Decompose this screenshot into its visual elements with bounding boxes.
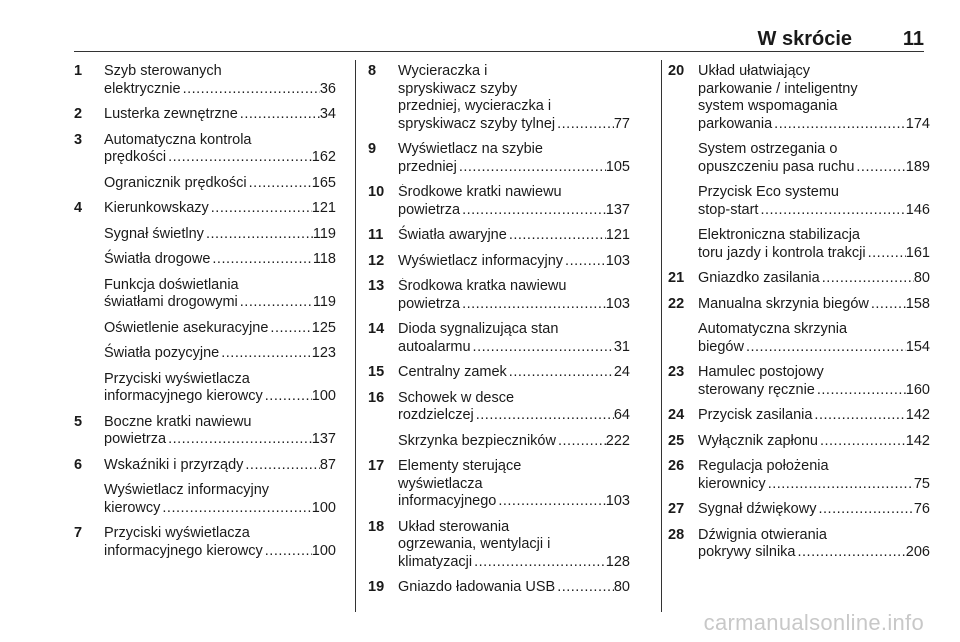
entry-text: informacyjnego kierowcy [104,542,263,559]
page-reference[interactable]: 142 [905,432,930,449]
entry-text: Wyświetlacz na szybie [398,141,543,157]
entry-text: parkowania [698,115,773,132]
entry-text: system wspomagania [698,98,838,114]
entry-text: Wyłącznik zapłonu [698,432,818,449]
watermark: carmanualsonline.info [703,610,924,635]
page-reference[interactable]: 80 [613,579,630,595]
page-reference[interactable]: 103 [605,252,630,269]
entry-text: elektrycznie [104,80,181,97]
entry-text: Dioda sygnalizująca stan [398,321,559,337]
entry-text: Przycisk Eco systemu [698,184,839,200]
index-column-3 [668,63,930,570]
item-number: 24 [668,407,685,423]
entry-text: Sygnał dźwiękowy [698,501,817,517]
item-number [74,251,104,269]
dot-leader [219,345,312,363]
index-entry[interactable] [74,277,336,312]
dot-leader [744,339,906,357]
item-number [668,141,698,176]
index-entry[interactable] [74,371,336,406]
entry-text: spryskiwacz szyby tylnej [398,115,556,132]
item-number [74,277,104,312]
index-entry[interactable] [368,390,630,425]
item-number [668,184,698,219]
page-reference[interactable]: 119 [312,294,336,310]
page-reference[interactable]: 105 [605,158,630,175]
index-entry[interactable] [368,364,630,382]
dot-leader [507,364,614,382]
entry-text: Schowek w desce [398,389,515,406]
entry-text: Wycieraczka i [398,63,488,79]
item-number: 4 [74,200,83,216]
dot-leader [758,202,905,220]
entry-text: prędkości [104,149,167,165]
page-reference[interactable]: 123 [311,345,336,361]
entry-text: spryskiwacz szyby [398,80,518,97]
item-number: 6 [74,456,83,473]
index-entry[interactable] [668,321,930,356]
item-number [74,371,104,406]
dot-leader [474,407,614,425]
index-entry[interactable] [368,519,630,572]
index-entry[interactable] [368,63,630,133]
dot-leader [816,501,913,519]
dot-leader [815,382,906,400]
item-number: 13 [368,278,385,294]
index-entry[interactable] [74,345,336,363]
entry-text: przedniej, wycieraczka i [398,98,552,114]
index-entry[interactable] [668,227,930,262]
index-entry[interactable] [368,458,630,511]
index-entry[interactable] [74,63,336,98]
index-entry[interactable] [368,321,630,356]
item-number [368,433,398,451]
entry-text: powietrza [398,201,461,218]
page-reference[interactable]: 121 [311,200,336,216]
item-number: 10 [368,184,385,200]
page-reference[interactable]: 119 [312,225,336,242]
entry-text: Funkcja doświetlania [104,276,239,293]
dot-leader [796,544,906,562]
entry-text: Sygnał świetlny [104,225,204,242]
item-number: 5 [74,413,83,430]
page-reference[interactable]: 77 [613,115,630,132]
index-entry[interactable] [368,253,630,271]
entry-text: Przyciski wyświetlacza [104,525,250,541]
page-reference[interactable]: 103 [605,295,630,312]
item-number: 22 [668,295,685,312]
entry-text: Wskaźniki i przyrządy [104,456,244,473]
item-number: 19 [368,579,385,595]
index-entry[interactable] [74,175,336,193]
item-number: 7 [74,525,83,541]
item-number: 27 [668,501,685,517]
index-entry[interactable] [668,527,930,562]
page-reference[interactable]: 87 [319,456,336,473]
entry-text: informacyjnego [398,493,497,509]
item-number: 15 [368,364,385,380]
page-reference[interactable]: 165 [311,174,336,191]
item-number: 20 [668,63,685,79]
page-reference[interactable]: 146 [905,201,930,218]
index-entry[interactable] [368,141,630,176]
page-reference[interactable]: 76 [913,501,930,517]
item-number: 28 [668,526,685,543]
item-number: 17 [368,458,385,474]
entry-text: Kierunkowskazy [104,200,209,216]
page-reference[interactable]: 125 [311,319,336,336]
index-entry[interactable] [668,270,930,288]
entry-text: Środkowa kratka nawiewu [398,278,567,294]
entry-text: Przyciski wyświetlacza [104,370,250,387]
entry-text: Hamulec postojowy [698,364,824,380]
entry-text: wyświetlacza [398,475,483,492]
page-reference[interactable]: 137 [605,201,630,218]
dot-leader [457,159,606,177]
page-reference[interactable]: 162 [311,149,336,165]
entry-text: Ogranicznik prędkości [104,174,247,191]
dot-leader [460,202,606,220]
entry-text: światłami drogowymi [104,294,238,310]
item-number: 16 [368,389,385,406]
index-entry[interactable] [74,200,336,218]
page-reference[interactable]: 222 [605,432,630,449]
page-reference[interactable]: 103 [605,493,630,509]
index-entry[interactable] [74,251,336,269]
entry-text: System ostrzegania o [698,141,838,157]
entry-text: Manualna skrzynia biegów [698,295,869,312]
index-entry[interactable] [668,458,930,493]
item-number: 11 [368,227,384,243]
dot-leader [818,433,906,451]
entry-text: toru jazdy i kontrola trakcji [698,244,866,261]
page-reference[interactable]: 118 [312,251,336,267]
entry-text: Lusterka zewnętrzne [104,106,238,122]
item-number: 18 [368,518,385,535]
entry-text: opuszczeniu pasa ruchu [698,158,855,175]
entry-text: parkowanie / inteligentny [698,80,858,97]
dot-leader [160,500,311,518]
entry-text: Regulacja położenia [698,458,829,474]
entry-text: rozdzielczej [398,407,474,423]
dot-leader [166,149,312,167]
index-entry[interactable] [668,364,930,399]
page-reference[interactable]: 34 [319,106,336,122]
index-entry[interactable] [668,63,930,133]
item-number [74,320,104,338]
item-number: 2 [74,106,83,122]
entry-text: Automatyczna kontrola [104,131,252,148]
dot-leader [496,493,605,511]
dot-leader [181,81,320,99]
index-entry[interactable] [668,501,930,519]
item-number: 12 [368,252,385,269]
index-entry[interactable] [668,141,930,176]
index-entry[interactable] [368,579,630,597]
index-entry[interactable] [368,227,630,245]
item-number: 8 [368,63,377,79]
page-reference[interactable]: 158 [905,295,930,312]
item-number [668,227,698,262]
dot-leader [268,320,311,338]
item-number: 25 [668,432,685,449]
index-entry[interactable] [74,320,336,338]
entry-text: kierowcy [104,499,161,516]
entry-text: Elementy sterujące [398,458,522,474]
item-number [74,482,104,517]
dot-leader [238,294,313,312]
dot-leader [820,270,914,288]
index-entry[interactable] [74,482,336,517]
entry-text: powietrza [398,295,461,312]
entry-text: sterowany ręcznie [698,381,815,398]
dot-leader [243,457,319,475]
dot-leader [556,433,606,451]
dot-leader [772,116,906,134]
page-reference[interactable]: 100 [311,542,336,559]
dot-leader [460,296,606,314]
entry-text: Światła awaryjne [398,227,507,243]
dot-leader [854,159,905,177]
entry-text: pokrywy silnika [698,544,796,560]
entry-text: klimatyzacji [398,553,473,570]
index-entry[interactable] [368,433,630,451]
dot-leader [507,227,606,245]
index-column-2 [368,63,630,605]
header-rule [74,51,924,52]
item-number: 21 [668,270,685,286]
entry-text: Przycisk zasilania [698,407,813,423]
page-reference[interactable]: 121 [605,227,630,243]
index-entry[interactable] [74,457,336,475]
index-column-1 [74,63,336,568]
entry-text: Środkowe kratki nawiewu [398,184,562,200]
page-reference[interactable]: 189 [905,158,930,175]
entry-text: przedniej [398,158,457,175]
dot-leader [166,431,312,449]
entry-text: powietrza [104,431,167,447]
index-entry[interactable] [74,226,336,244]
entry-text: Gniazdko zasilania [698,270,820,286]
entry-text: stop-start [698,201,759,218]
dot-leader [204,226,313,244]
item-number [668,321,698,356]
entry-text: Światła drogowe [104,251,211,267]
dot-leader [238,106,320,124]
item-number: 1 [74,63,83,79]
item-number: 9 [368,141,377,157]
dot-leader [555,579,614,597]
index-entry[interactable] [668,407,930,425]
entry-text: autoalarmu [398,338,471,355]
page-number: 11 [902,28,924,50]
dot-leader [263,388,312,406]
entry-text: Elektroniczna stabilizacja [698,227,860,243]
item-number: 23 [668,364,685,380]
dot-leader [555,116,614,134]
section-title: W skrócie [757,28,852,50]
page-header [74,28,924,50]
item-number [74,226,104,244]
index-entry[interactable] [368,278,630,313]
entry-text: Wyświetlacz informacyjny [398,252,564,269]
entry-text: Automatyczna skrzynia [698,321,848,337]
page-reference[interactable]: 142 [905,407,930,423]
index-entry[interactable] [74,106,336,124]
column-separator [661,60,662,612]
dot-leader [209,200,312,218]
page-reference[interactable]: 161 [905,244,930,261]
entry-text: kierownicy [698,475,766,492]
entry-text: Światła pozycyjne [104,345,220,361]
page-reference[interactable]: 36 [319,80,336,97]
entry-text: Dźwignia otwierania [698,526,827,543]
page-reference[interactable]: 64 [613,407,630,423]
dot-leader [563,253,606,271]
page-reference[interactable]: 206 [905,544,930,560]
entry-text: Oświetlenie asekuracyjne [104,319,269,336]
dot-leader [247,175,312,193]
entry-text: ogrzewania, wentylacji i [398,536,551,552]
page-reference[interactable]: 24 [613,364,630,380]
page-reference[interactable]: 100 [311,388,336,404]
dot-leader [869,296,906,314]
index-entry[interactable] [74,414,336,449]
dot-leader [472,554,606,572]
item-number [74,175,104,193]
entry-text: Układ ułatwiający [698,63,811,79]
entry-text: Centralny zamek [398,364,507,380]
page-reference[interactable]: 31 [613,338,630,355]
dot-leader [866,245,906,263]
entry-text: Wyświetlacz informacyjny [104,482,270,498]
index-entry[interactable] [668,296,930,314]
entry-text: Szyb sterowanych [104,63,222,79]
entry-text: Układ sterowania [398,518,510,535]
index-entry[interactable] [668,184,930,219]
dot-leader [812,407,905,425]
page-reference[interactable]: 174 [905,115,930,132]
dot-leader [263,543,312,561]
index-entry[interactable] [668,433,930,451]
index-entry[interactable] [74,132,336,167]
entry-text: biegów [698,338,744,355]
item-number: 14 [368,321,385,337]
column-separator [355,60,356,612]
entry-text: Gniazdo ładowania USB [398,579,556,595]
entry-text: Boczne kratki nawiewu [104,413,252,430]
dot-leader [471,339,614,357]
page-reference[interactable]: 80 [913,270,930,286]
dot-leader [210,251,312,269]
page-reference[interactable]: 75 [913,475,930,492]
page-reference[interactable]: 137 [311,431,336,447]
entry-text: Skrzynka bezpieczników [398,432,556,449]
entry-text: informacyjnego kierowcy [104,388,263,404]
page-reference[interactable]: 160 [905,381,930,398]
item-number: 3 [74,131,83,148]
item-number: 26 [668,458,685,474]
index-entry[interactable] [368,184,630,219]
dot-leader [766,476,914,494]
page-reference[interactable]: 100 [311,499,336,516]
page-reference[interactable]: 128 [605,553,630,570]
index-entry[interactable] [74,525,336,560]
page-reference[interactable]: 154 [905,338,930,355]
item-number [74,345,104,363]
